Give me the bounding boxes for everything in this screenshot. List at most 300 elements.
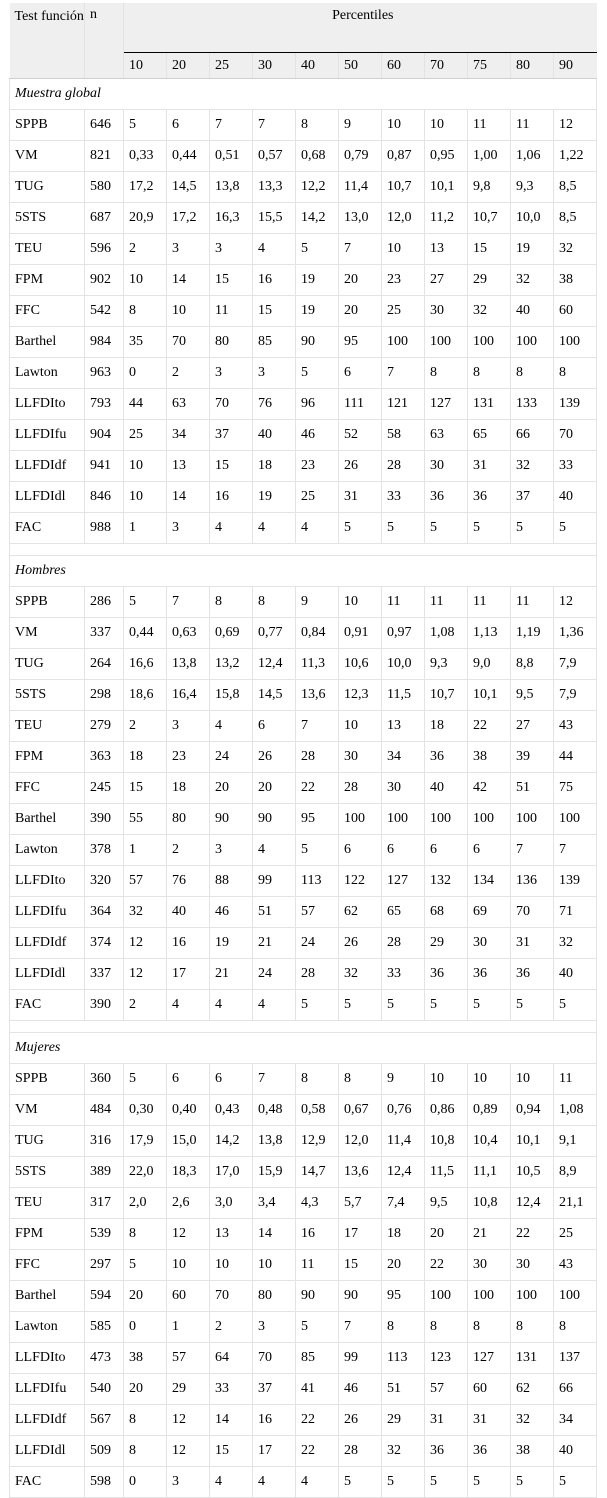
value-cell: 34 bbox=[554, 1405, 597, 1436]
value-cell: 29 bbox=[167, 1374, 210, 1405]
test-name-cell: LLFDIfu bbox=[10, 420, 85, 451]
value-cell: 12,0 bbox=[339, 1126, 382, 1157]
value-cell: 12,9 bbox=[296, 1126, 339, 1157]
value-cell: 0,84 bbox=[296, 618, 339, 649]
n-cell: 298 bbox=[85, 680, 124, 711]
value-cell: 34 bbox=[167, 420, 210, 451]
value-cell: 11,5 bbox=[425, 1157, 468, 1188]
value-cell: 34 bbox=[382, 742, 425, 773]
value-cell: 10 bbox=[339, 711, 382, 742]
value-cell: 23 bbox=[382, 265, 425, 296]
percentile-header-75: 75 bbox=[468, 53, 511, 79]
value-cell: 19 bbox=[253, 482, 296, 513]
value-cell: 32 bbox=[511, 265, 554, 296]
value-cell: 90 bbox=[296, 1281, 339, 1312]
value-cell: 20 bbox=[339, 265, 382, 296]
value-cell: 16 bbox=[253, 265, 296, 296]
value-cell: 13,8 bbox=[210, 172, 253, 203]
value-cell: 1,22 bbox=[554, 141, 597, 172]
table-row bbox=[10, 1250, 597, 1281]
n-cell: 390 bbox=[85, 990, 124, 1021]
value-cell: 70 bbox=[210, 1281, 253, 1312]
test-name-cell: SPPB bbox=[10, 110, 85, 141]
value-cell: 80 bbox=[210, 327, 253, 358]
value-cell: 8 bbox=[339, 1064, 382, 1095]
value-cell: 90 bbox=[296, 327, 339, 358]
value-cell: 1,19 bbox=[511, 618, 554, 649]
value-cell: 3 bbox=[167, 234, 210, 265]
value-cell: 15 bbox=[339, 1250, 382, 1281]
value-cell: 36 bbox=[425, 959, 468, 990]
value-cell: 10 bbox=[382, 234, 425, 265]
value-cell: 4 bbox=[253, 513, 296, 544]
value-cell: 9,5 bbox=[511, 680, 554, 711]
value-cell: 16,6 bbox=[124, 649, 167, 680]
value-cell: 15 bbox=[210, 1436, 253, 1467]
value-cell: 7 bbox=[339, 234, 382, 265]
value-cell: 0,89 bbox=[468, 1095, 511, 1126]
value-cell: 85 bbox=[253, 327, 296, 358]
value-cell: 7 bbox=[296, 711, 339, 742]
value-cell: 36 bbox=[425, 1436, 468, 1467]
value-cell: 10 bbox=[382, 110, 425, 141]
value-cell: 8 bbox=[554, 1312, 597, 1343]
value-cell: 13 bbox=[425, 234, 468, 265]
value-cell: 10 bbox=[511, 1064, 554, 1095]
value-cell: 30 bbox=[425, 451, 468, 482]
n-cell: 378 bbox=[85, 835, 124, 866]
value-cell: 1,06 bbox=[511, 141, 554, 172]
section-spacer bbox=[10, 1021, 597, 1033]
test-name-cell: 5STS bbox=[10, 1157, 85, 1188]
value-cell: 100 bbox=[468, 327, 511, 358]
value-cell: 37 bbox=[511, 482, 554, 513]
value-cell: 80 bbox=[253, 1281, 296, 1312]
value-cell: 0 bbox=[124, 1312, 167, 1343]
value-cell: 139 bbox=[554, 389, 597, 420]
value-cell: 11 bbox=[511, 587, 554, 618]
value-cell: 8 bbox=[468, 1312, 511, 1343]
value-cell: 5 bbox=[468, 513, 511, 544]
value-cell: 36 bbox=[468, 482, 511, 513]
n-cell: 316 bbox=[85, 1126, 124, 1157]
value-cell: 38 bbox=[511, 1436, 554, 1467]
value-cell: 28 bbox=[382, 451, 425, 482]
value-cell: 3 bbox=[167, 1467, 210, 1498]
spacer-cell bbox=[10, 544, 597, 556]
n-cell: 539 bbox=[85, 1219, 124, 1250]
value-cell: 28 bbox=[382, 928, 425, 959]
value-cell: 5 bbox=[382, 513, 425, 544]
n-cell: 337 bbox=[85, 618, 124, 649]
value-cell: 1 bbox=[124, 835, 167, 866]
value-cell: 5 bbox=[382, 1467, 425, 1498]
value-cell: 10,1 bbox=[511, 1126, 554, 1157]
value-cell: 40 bbox=[167, 897, 210, 928]
value-cell: 131 bbox=[511, 1343, 554, 1374]
percentile-header-70: 70 bbox=[425, 53, 468, 79]
value-cell: 21 bbox=[468, 1219, 511, 1250]
value-cell: 8 bbox=[124, 1436, 167, 1467]
value-cell: 90 bbox=[339, 1281, 382, 1312]
value-cell: 5 bbox=[425, 990, 468, 1021]
value-cell: 42 bbox=[468, 773, 511, 804]
value-cell: 46 bbox=[210, 897, 253, 928]
test-name-cell: TEU bbox=[10, 1188, 85, 1219]
table-row bbox=[10, 587, 597, 618]
value-cell: 70 bbox=[210, 389, 253, 420]
value-cell: 3 bbox=[210, 835, 253, 866]
test-name-cell: LLFDIdl bbox=[10, 482, 85, 513]
test-name-cell: Lawton bbox=[10, 358, 85, 389]
value-cell: 9,0 bbox=[468, 649, 511, 680]
value-cell: 100 bbox=[511, 1281, 554, 1312]
value-cell: 99 bbox=[339, 1343, 382, 1374]
value-cell: 29 bbox=[382, 1405, 425, 1436]
value-cell: 100 bbox=[554, 804, 597, 835]
value-cell: 5 bbox=[468, 1467, 511, 1498]
value-cell: 9,3 bbox=[511, 172, 554, 203]
value-cell: 2 bbox=[210, 1312, 253, 1343]
test-name-cell: FAC bbox=[10, 990, 85, 1021]
table-row bbox=[10, 1126, 597, 1157]
percentile-header-30: 30 bbox=[253, 53, 296, 79]
value-cell: 20 bbox=[382, 1250, 425, 1281]
value-cell: 11 bbox=[382, 587, 425, 618]
value-cell: 4 bbox=[210, 513, 253, 544]
percentile-header-90: 90 bbox=[554, 53, 597, 79]
table-row bbox=[10, 804, 597, 835]
value-cell: 0,95 bbox=[425, 141, 468, 172]
value-cell: 0 bbox=[124, 1467, 167, 1498]
n-cell: 337 bbox=[85, 959, 124, 990]
test-name-cell: LLFDIdl bbox=[10, 1436, 85, 1467]
value-cell: 30 bbox=[339, 742, 382, 773]
test-name-cell: FPM bbox=[10, 742, 85, 773]
value-cell: 0,86 bbox=[425, 1095, 468, 1126]
section-title-row bbox=[10, 1033, 597, 1064]
test-name-cell: VM bbox=[10, 141, 85, 172]
value-cell: 127 bbox=[382, 866, 425, 897]
value-cell: 40 bbox=[554, 482, 597, 513]
value-cell: 17,2 bbox=[124, 172, 167, 203]
table-row bbox=[10, 327, 597, 358]
table-row bbox=[10, 482, 597, 513]
value-cell: 1 bbox=[124, 513, 167, 544]
table-row bbox=[10, 420, 597, 451]
value-cell: 44 bbox=[124, 389, 167, 420]
value-cell: 4,3 bbox=[296, 1188, 339, 1219]
value-cell: 4 bbox=[253, 1467, 296, 1498]
value-cell: 0,87 bbox=[382, 141, 425, 172]
n-cell: 821 bbox=[85, 141, 124, 172]
value-cell: 11 bbox=[468, 110, 511, 141]
table-row bbox=[10, 959, 597, 990]
value-cell: 29 bbox=[425, 928, 468, 959]
value-cell: 123 bbox=[425, 1343, 468, 1374]
value-cell: 6 bbox=[339, 358, 382, 389]
value-cell: 100 bbox=[554, 1281, 597, 1312]
percentiles-table bbox=[9, 3, 597, 1498]
value-cell: 17 bbox=[253, 1436, 296, 1467]
value-cell: 134 bbox=[468, 866, 511, 897]
value-cell: 15 bbox=[124, 773, 167, 804]
n-cell: 984 bbox=[85, 327, 124, 358]
value-cell: 139 bbox=[554, 866, 597, 897]
value-cell: 0,58 bbox=[296, 1095, 339, 1126]
value-cell: 12,0 bbox=[382, 203, 425, 234]
value-cell: 0,30 bbox=[124, 1095, 167, 1126]
test-name-cell: LLFDIdf bbox=[10, 451, 85, 482]
value-cell: 28 bbox=[296, 959, 339, 990]
value-cell: 25 bbox=[554, 1219, 597, 1250]
value-cell: 100 bbox=[468, 1281, 511, 1312]
test-name-cell: LLFDIdf bbox=[10, 1405, 85, 1436]
value-cell: 8,9 bbox=[554, 1157, 597, 1188]
value-cell: 8 bbox=[296, 1064, 339, 1095]
value-cell: 14,5 bbox=[167, 172, 210, 203]
value-cell: 21 bbox=[253, 928, 296, 959]
value-cell: 12 bbox=[124, 959, 167, 990]
value-cell: 12 bbox=[554, 587, 597, 618]
table-row bbox=[10, 1095, 597, 1126]
n-cell: 646 bbox=[85, 110, 124, 141]
value-cell: 0,57 bbox=[253, 141, 296, 172]
value-cell: 5 bbox=[425, 1467, 468, 1498]
value-cell: 20 bbox=[210, 773, 253, 804]
n-column-header: n bbox=[85, 3, 124, 79]
n-cell: 963 bbox=[85, 358, 124, 389]
value-cell: 30 bbox=[382, 773, 425, 804]
value-cell: 8 bbox=[124, 296, 167, 327]
value-cell: 18 bbox=[253, 451, 296, 482]
value-cell: 3 bbox=[253, 1312, 296, 1343]
table-row bbox=[10, 866, 597, 897]
value-cell: 65 bbox=[468, 420, 511, 451]
value-cell: 70 bbox=[511, 897, 554, 928]
n-cell: 390 bbox=[85, 804, 124, 835]
value-cell: 113 bbox=[296, 866, 339, 897]
value-cell: 13 bbox=[382, 711, 425, 742]
value-cell: 127 bbox=[468, 1343, 511, 1374]
value-cell: 57 bbox=[296, 897, 339, 928]
value-cell: 0,77 bbox=[253, 618, 296, 649]
value-cell: 23 bbox=[296, 451, 339, 482]
value-cell: 10,1 bbox=[425, 172, 468, 203]
value-cell: 8 bbox=[210, 587, 253, 618]
value-cell: 5 bbox=[511, 513, 554, 544]
value-cell: 32 bbox=[511, 1405, 554, 1436]
percentile-header-40: 40 bbox=[296, 53, 339, 79]
value-cell: 4 bbox=[210, 711, 253, 742]
value-cell: 7 bbox=[210, 110, 253, 141]
table-row bbox=[10, 141, 597, 172]
value-cell: 4 bbox=[253, 234, 296, 265]
test-column-header: Test función bbox=[10, 3, 85, 79]
value-cell: 1,13 bbox=[468, 618, 511, 649]
table-row bbox=[10, 1405, 597, 1436]
value-cell: 7 bbox=[253, 110, 296, 141]
n-cell: 580 bbox=[85, 172, 124, 203]
value-cell: 51 bbox=[511, 773, 554, 804]
n-cell: 594 bbox=[85, 1281, 124, 1312]
value-cell: 5 bbox=[296, 990, 339, 1021]
table-row bbox=[10, 773, 597, 804]
value-cell: 5 bbox=[124, 1250, 167, 1281]
test-name-cell: Lawton bbox=[10, 835, 85, 866]
value-cell: 46 bbox=[296, 420, 339, 451]
value-cell: 5 bbox=[468, 990, 511, 1021]
value-cell: 10,7 bbox=[382, 172, 425, 203]
value-cell: 5 bbox=[124, 110, 167, 141]
value-cell: 3,4 bbox=[253, 1188, 296, 1219]
value-cell: 6 bbox=[253, 711, 296, 742]
value-cell: 5 bbox=[554, 513, 597, 544]
value-cell: 31 bbox=[425, 1405, 468, 1436]
n-cell: 297 bbox=[85, 1250, 124, 1281]
table-row bbox=[10, 358, 597, 389]
value-cell: 4 bbox=[296, 1467, 339, 1498]
value-cell: 60 bbox=[167, 1281, 210, 1312]
value-cell: 8 bbox=[511, 358, 554, 389]
table-row bbox=[10, 172, 597, 203]
value-cell: 9,3 bbox=[425, 649, 468, 680]
value-cell: 20,9 bbox=[124, 203, 167, 234]
value-cell: 2 bbox=[124, 711, 167, 742]
value-cell: 7 bbox=[382, 358, 425, 389]
section-spacer bbox=[10, 544, 597, 556]
value-cell: 32 bbox=[554, 928, 597, 959]
test-name-cell: SPPB bbox=[10, 587, 85, 618]
value-cell: 57 bbox=[425, 1374, 468, 1405]
value-cell: 41 bbox=[296, 1374, 339, 1405]
value-cell: 11,3 bbox=[296, 649, 339, 680]
value-cell: 100 bbox=[382, 327, 425, 358]
value-cell: 7 bbox=[339, 1312, 382, 1343]
value-cell: 127 bbox=[425, 389, 468, 420]
value-cell: 76 bbox=[253, 389, 296, 420]
value-cell: 0,68 bbox=[296, 141, 339, 172]
value-cell: 32 bbox=[382, 1436, 425, 1467]
n-cell: 793 bbox=[85, 389, 124, 420]
value-cell: 0,67 bbox=[339, 1095, 382, 1126]
value-cell: 20 bbox=[425, 1219, 468, 1250]
value-cell: 11,4 bbox=[339, 172, 382, 203]
value-cell: 33 bbox=[382, 959, 425, 990]
value-cell: 10,7 bbox=[425, 680, 468, 711]
value-cell: 8 bbox=[382, 1312, 425, 1343]
value-cell: 15 bbox=[210, 265, 253, 296]
value-cell: 5 bbox=[296, 1312, 339, 1343]
value-cell: 7,9 bbox=[554, 649, 597, 680]
value-cell: 58 bbox=[382, 420, 425, 451]
value-cell: 121 bbox=[382, 389, 425, 420]
value-cell: 8 bbox=[296, 110, 339, 141]
value-cell: 28 bbox=[339, 773, 382, 804]
value-cell: 13 bbox=[167, 451, 210, 482]
value-cell: 10 bbox=[124, 451, 167, 482]
value-cell: 9,1 bbox=[554, 1126, 597, 1157]
n-cell: 320 bbox=[85, 866, 124, 897]
value-cell: 10,7 bbox=[468, 203, 511, 234]
test-name-cell: FPM bbox=[10, 1219, 85, 1250]
value-cell: 10 bbox=[167, 296, 210, 327]
table-row bbox=[10, 389, 597, 420]
value-cell: 5 bbox=[554, 990, 597, 1021]
value-cell: 12,3 bbox=[339, 680, 382, 711]
value-cell: 33 bbox=[382, 482, 425, 513]
value-cell: 37 bbox=[253, 1374, 296, 1405]
value-cell: 13,8 bbox=[253, 1126, 296, 1157]
table-row bbox=[10, 451, 597, 482]
value-cell: 22 bbox=[425, 1250, 468, 1281]
value-cell: 12 bbox=[167, 1436, 210, 1467]
table-row bbox=[10, 1436, 597, 1467]
value-cell: 36 bbox=[468, 959, 511, 990]
value-cell: 18 bbox=[124, 742, 167, 773]
section-title: Muestra global bbox=[10, 79, 597, 110]
value-cell: 10 bbox=[167, 1250, 210, 1281]
value-cell: 3 bbox=[210, 234, 253, 265]
value-cell: 23 bbox=[167, 742, 210, 773]
value-cell: 100 bbox=[468, 804, 511, 835]
value-cell: 32 bbox=[468, 296, 511, 327]
value-cell: 0,91 bbox=[339, 618, 382, 649]
n-cell: 509 bbox=[85, 1436, 124, 1467]
table-row bbox=[10, 513, 597, 544]
value-cell: 7,9 bbox=[554, 680, 597, 711]
value-cell: 36 bbox=[511, 959, 554, 990]
value-cell: 57 bbox=[167, 1343, 210, 1374]
value-cell: 17,9 bbox=[124, 1126, 167, 1157]
value-cell: 100 bbox=[382, 804, 425, 835]
value-cell: 8 bbox=[124, 1219, 167, 1250]
test-name-cell: 5STS bbox=[10, 680, 85, 711]
value-cell: 4 bbox=[210, 1467, 253, 1498]
test-name-cell: LLFDIto bbox=[10, 389, 85, 420]
value-cell: 25 bbox=[124, 420, 167, 451]
n-cell: 846 bbox=[85, 482, 124, 513]
value-cell: 132 bbox=[425, 866, 468, 897]
value-cell: 11,1 bbox=[468, 1157, 511, 1188]
value-cell: 100 bbox=[511, 327, 554, 358]
value-cell: 1,00 bbox=[468, 141, 511, 172]
value-cell: 35 bbox=[124, 327, 167, 358]
value-cell: 14,2 bbox=[296, 203, 339, 234]
value-cell: 0,33 bbox=[124, 141, 167, 172]
test-name-cell: SPPB bbox=[10, 1064, 85, 1095]
value-cell: 95 bbox=[296, 804, 339, 835]
value-cell: 12,2 bbox=[296, 172, 339, 203]
value-cell: 22,0 bbox=[124, 1157, 167, 1188]
value-cell: 11 bbox=[296, 1250, 339, 1281]
value-cell: 14 bbox=[167, 265, 210, 296]
test-name-cell: LLFDIto bbox=[10, 866, 85, 897]
value-cell: 19 bbox=[296, 265, 339, 296]
value-cell: 0,69 bbox=[210, 618, 253, 649]
value-cell: 10,5 bbox=[511, 1157, 554, 1188]
value-cell: 136 bbox=[511, 866, 554, 897]
table-row bbox=[10, 1281, 597, 1312]
value-cell: 1,08 bbox=[554, 1095, 597, 1126]
value-cell: 33 bbox=[210, 1374, 253, 1405]
value-cell: 25 bbox=[382, 296, 425, 327]
value-cell: 24 bbox=[253, 959, 296, 990]
table-row bbox=[10, 203, 597, 234]
value-cell: 11 bbox=[468, 587, 511, 618]
value-cell: 9 bbox=[296, 587, 339, 618]
value-cell: 36 bbox=[468, 1436, 511, 1467]
